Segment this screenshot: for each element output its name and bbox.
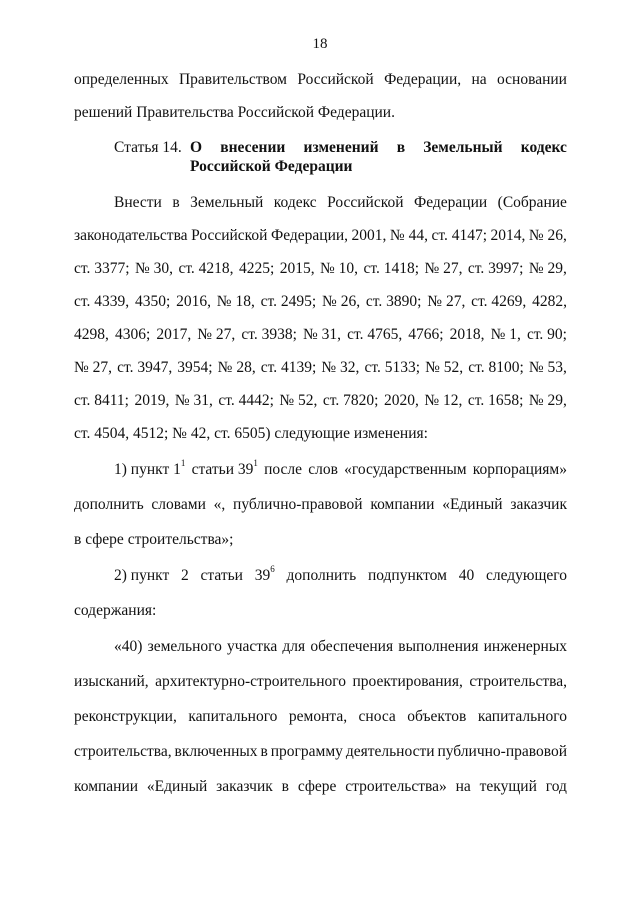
- word: Федерации,: [270, 227, 349, 244]
- item-1-line-3: в сфере строительства»;: [74, 531, 234, 548]
- paragraph-line: [114, 193, 567, 213]
- word: № 18,: [216, 293, 255, 310]
- word: включенных: [174, 743, 258, 760]
- word: ст. 3947,: [117, 359, 173, 376]
- item-1-line-2: [74, 495, 567, 515]
- word: № 52,: [279, 392, 318, 409]
- word: ст. 90;: [526, 326, 567, 343]
- word: программу: [270, 743, 343, 760]
- word: Земельный: [190, 194, 264, 211]
- word: реконструкции,: [74, 708, 177, 725]
- article-label: Статья 14.: [114, 139, 182, 156]
- item-2-word: 2) пункт: [114, 567, 170, 584]
- word: деятельности: [345, 743, 435, 760]
- word: публично-правовой: [437, 743, 567, 760]
- word: «40): [114, 638, 143, 655]
- intro-line-2: решений Правительства Российской Федерации.: [74, 104, 395, 121]
- word: для: [282, 638, 306, 655]
- word: 4225;: [238, 260, 275, 277]
- quote-line: [74, 777, 567, 797]
- word: изысканий,: [74, 673, 149, 690]
- quote-line: [74, 707, 567, 727]
- word: обеспечения: [310, 638, 394, 655]
- paragraph-line: [74, 325, 567, 345]
- item-2-word: дополнить: [286, 567, 357, 584]
- item-1-word: «государственным: [344, 461, 467, 478]
- item-2-word: следующего: [485, 567, 567, 584]
- word: в: [281, 778, 289, 795]
- word: № 44,: [389, 227, 428, 244]
- word: № 30,: [134, 260, 174, 277]
- word: архитектурно-строительного: [155, 673, 346, 690]
- word: внесении: [220, 139, 286, 156]
- word: ст. 2495;: [260, 293, 317, 310]
- word: «,: [213, 496, 226, 513]
- word: ст. 3377;: [74, 260, 130, 277]
- word: 4282,: [532, 293, 567, 310]
- item-1-word: после: [264, 461, 303, 478]
- word: словами: [151, 496, 206, 513]
- word: ремонта,: [288, 708, 348, 725]
- word: определенных: [74, 71, 169, 88]
- word: проектирования,: [352, 673, 463, 690]
- word: «Единый: [442, 496, 503, 513]
- word: ст. 7820;: [322, 392, 379, 409]
- word: 2016,: [176, 293, 211, 310]
- word: ст. 4269,: [471, 293, 527, 310]
- item-1-word: слов: [308, 461, 338, 478]
- word: изменений: [303, 139, 379, 156]
- word: № 10,: [320, 260, 359, 277]
- word: «Единый: [146, 778, 208, 795]
- paragraph-line: [74, 358, 567, 378]
- word: (Собрание: [497, 194, 567, 211]
- word: выполнения: [398, 638, 479, 655]
- word: 4350;: [134, 293, 171, 310]
- word: № 29,: [528, 260, 567, 277]
- paragraph-line: [74, 292, 567, 312]
- word: № 26,: [322, 293, 361, 310]
- quote-line: [74, 672, 567, 692]
- word: Внести: [114, 194, 162, 211]
- word: Земельный: [423, 139, 503, 156]
- word: кодекс: [520, 139, 567, 156]
- word: ст. 4442;: [218, 392, 274, 409]
- word: год: [545, 778, 567, 795]
- word: на: [455, 778, 471, 795]
- item-2-word: статьи: [200, 567, 243, 584]
- word: строительства,: [469, 673, 567, 690]
- word: № 12,: [424, 392, 463, 409]
- article-title-line-2: Российской Федерации: [190, 158, 353, 175]
- word: ст. 4218,: [178, 260, 234, 277]
- word: О: [190, 139, 203, 156]
- article-title-line-1: [190, 138, 567, 158]
- item-2-word: 2: [181, 567, 189, 584]
- paragraph-line: [74, 391, 567, 411]
- item-1-point: 1) пункт $1^1$: [114, 457, 186, 478]
- word: № 27,: [424, 260, 463, 277]
- word: 2019,: [134, 392, 170, 409]
- item-2-line-1: [114, 563, 567, 586]
- quote-line: [114, 637, 567, 657]
- item-2-word: 40: [458, 567, 475, 584]
- word: 4766;: [408, 326, 444, 343]
- paragraph-line: [74, 226, 567, 246]
- word: 2017,: [156, 326, 192, 343]
- word: участка: [227, 638, 278, 655]
- word: объектов: [407, 708, 467, 725]
- word: дополнить: [74, 496, 144, 513]
- word: ст. 4147;: [431, 227, 488, 244]
- word: компании: [74, 778, 139, 795]
- intro-line-1: [74, 70, 567, 90]
- word: 2014,: [490, 227, 526, 244]
- word: № 31,: [302, 326, 342, 343]
- word: 2018,: [449, 326, 485, 343]
- word: № 31,: [174, 392, 213, 409]
- word: Федерации,: [384, 71, 462, 88]
- word: строительства,: [74, 743, 172, 760]
- word: ст. 5133;: [364, 359, 421, 376]
- word: 4298,: [74, 326, 109, 343]
- word: ст. 1418;: [363, 260, 420, 277]
- item-1-word: корпорациям»: [472, 461, 567, 478]
- word: № 27,: [197, 326, 236, 343]
- word: сноса: [358, 708, 396, 725]
- item-2-article: $39^6$: [254, 563, 275, 584]
- item-1-line-1: [114, 457, 567, 480]
- word: 2015,: [279, 260, 315, 277]
- word: 3954;: [177, 359, 213, 376]
- word: основании: [497, 71, 567, 88]
- word: заказчик: [216, 778, 273, 795]
- word: Правительством: [178, 71, 287, 88]
- word: № 27,: [427, 293, 466, 310]
- word: 2001,: [351, 227, 387, 244]
- word: ст. 4139;: [260, 359, 317, 376]
- word: № 1,: [490, 326, 521, 343]
- word: заказчик: [510, 496, 567, 513]
- word: № 27,: [74, 359, 113, 376]
- quote-line: [74, 742, 567, 762]
- word: в: [260, 743, 268, 760]
- paragraph-line: ст. 4504, 4512; № 42, ст. 6505) следующие изменения:: [74, 425, 428, 442]
- word: ст. 8100;: [468, 359, 524, 376]
- word: сфере: [297, 778, 337, 795]
- word: строительства»: [345, 778, 447, 795]
- word: текущий: [479, 778, 537, 795]
- word: капитального: [477, 708, 567, 725]
- word: Российской: [297, 71, 374, 88]
- word: № 53,: [528, 359, 567, 376]
- word: Федерации: [413, 194, 488, 211]
- word: земельного: [147, 638, 222, 655]
- word: в: [172, 194, 180, 211]
- word: ст. 3890;: [365, 293, 422, 310]
- word: № 52,: [425, 359, 464, 376]
- word: законодательства: [74, 227, 188, 244]
- word: № 28,: [217, 359, 256, 376]
- word: ст. 4339,: [74, 293, 130, 310]
- page-number: 18: [312, 36, 328, 52]
- paragraph-line: [74, 259, 567, 279]
- word: ст. 8411;: [74, 392, 129, 409]
- word: ст. 4765,: [347, 326, 403, 343]
- word: № 26,: [528, 227, 567, 244]
- word: ст. 3938;: [241, 326, 297, 343]
- item-2-word: подпунктом: [367, 567, 447, 584]
- word: № 29,: [528, 392, 567, 409]
- word: ст. 3997;: [467, 260, 524, 277]
- word: 4306;: [114, 326, 151, 343]
- word: публично-правовой: [233, 496, 363, 513]
- word: кодекс: [273, 194, 317, 211]
- word: Российской: [191, 227, 268, 244]
- word: компании: [370, 496, 435, 513]
- word: на: [471, 71, 487, 88]
- word: ст. 1658;: [467, 392, 524, 409]
- word: в: [396, 139, 406, 156]
- word: капитального: [188, 708, 278, 725]
- word: инженерных: [483, 638, 567, 655]
- item-2-line-2: содержания:: [74, 602, 157, 619]
- word: 2020,: [383, 392, 419, 409]
- word: Российской: [327, 194, 404, 211]
- word: № 32,: [321, 359, 360, 376]
- item-1-article: статьи $39^1$: [191, 457, 258, 478]
